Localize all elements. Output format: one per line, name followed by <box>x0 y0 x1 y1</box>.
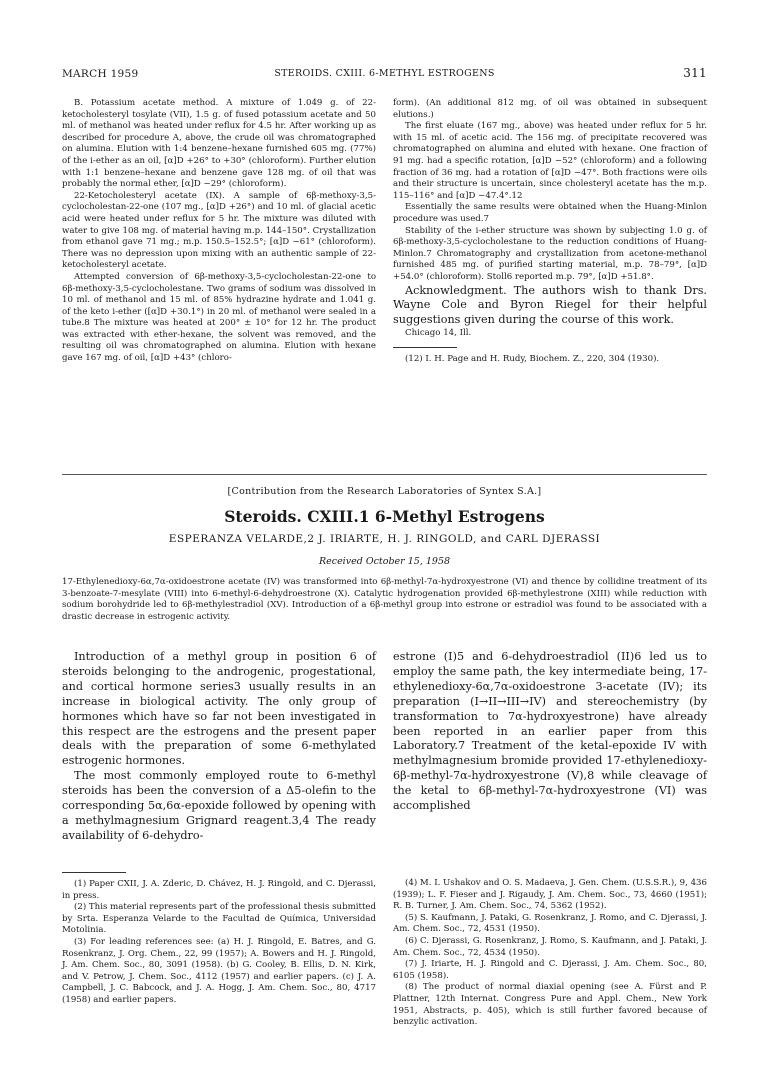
article-title: Steroids. CXIII.1 6-Methyl Estrogens <box>224 507 545 526</box>
footnotes-left <box>62 872 376 1007</box>
paragraph: Stability of the i-ether structure was shown by subjecting 1.0 g. of 6β-methoxy-3,5-cyclocholestane to the reduction conditions of Huang-Minlon.7 Chromatography and crystallization from acetone-methanol furnished 485 mg. of purified starting material, m.p. 78–79°, [α]D +54.0° (chloroform). Stoll6 reported m.p. 79°, [α]D +51.8°. <box>393 225 707 282</box>
article-authors: ESPERANZA VELARDE,2 J. IRIARTE, H. J. RINGOLD, and CARL DJERASSI <box>168 533 601 545</box>
affiliation-city: Chicago 14, Ill. <box>405 327 472 338</box>
header-title: STEROIDS. CXIII. 6-METHYL ESTROGENS <box>274 68 495 79</box>
intro-right-column <box>393 650 707 814</box>
footnotes-right <box>393 878 707 1029</box>
contribution-line: [Contribution from the Research Laboratories of Syntex S.A.] <box>227 486 542 497</box>
paragraph: The most commonly employed route to 6-methyl steroids has been the conversion of a Δ5-olefin to the corresponding 5α,6α-epoxide followed by opening with a methylmagnesium Grignard reagent.3,4 The ready availability of 6-dehydro- <box>62 769 376 842</box>
footnote-rule <box>62 872 126 873</box>
footnote: (5) S. Kaufmann, J. Pataki, G. Rosenkranz, J. Romo, and C. Djerassi, J. Am. Chem. Soc., 72, 4531 (1950). <box>393 912 707 935</box>
paragraph: Attempted conversion of 6β-methoxy-3,5-cyclocholestan-22-one to 6β-methoxy-3,5-cyclocholestane. Two grams of sodium was dissolved in 10 ml. of methanol and 15 ml. of 85% hydrazine hydrate and 1.041 g. of the keto i-ether ([α]D +30.1°) in 20 ml. of methanol were sealed in a tube.8 The mixture was heated at 200° ± 10° for 12 hr. The product was extracted with ether-hexane, the solvent was removed, and the resulting oil was chromatographed on alumina. Elution with hexane gave 167 mg. of oil, [α]D +43° (chloro- <box>62 271 376 364</box>
acknowledgment: Acknowledgment. The authors wish to thank Drs. Wayne Cole and Byron Riegel for their helpful suggestions given during the course of this work. <box>393 283 707 327</box>
received-date: Received October 15, 1958 <box>318 556 451 567</box>
experimental-right-column <box>393 98 707 366</box>
footnote: (8) The product of normal diaxial opening (see A. Fürst and P. Plattner, 12th Internat. Congress Pure and Appl. Chem., New York 1951, Abstracts, p. 405), which is still further favored because of benzylic activation. <box>393 982 707 1028</box>
running-header <box>62 68 707 84</box>
footnote: (6) C. Djerassi, G. Rosenkranz, J. Romo, S. Kaufmann, and J. Pataki, J. Am. Chem. Soc., 72, 4534 (1950). <box>393 935 707 958</box>
article-separator <box>62 474 707 475</box>
footnote-12: (12) I. H. Page and H. Rudy, Biochem. Z., 220, 304 (1930). <box>405 354 660 365</box>
paragraph: Introduction of a methyl group in position 6 of steroids belonging to the androgenic, progestational, and cortical hormone series3 usually results in an increase in biological activity. The only group of hormones which have so far not been investigated in this respect are the estrogens and the present paper deals with the preparation of some 6-methylated estrogenic hormones. <box>62 650 376 768</box>
footnote: (3) For leading references see: (a) H. J. Ringold, E. Batres, and G. Rosenkranz, J. Org. Chem., 22, 99 (1957); A. Bowers and H. J. Ringold, J. Am. Chem. Soc., 80, 3091 (1958). (b) G. Cooley, B. Ellis, D. N. Kirk, and V. Petrow, J. Chem. Soc., 4112 (1957) and earlier papers. (c) J. A. Campbell, J. C. Babcock, and J. A. Hogg, J. Am. Chem. Soc., 80, 4717 (1958) and earlier papers. <box>62 936 376 1005</box>
paragraph: 22-Ketocholesteryl acetate (IX). A sample of 6β-methoxy-3,5-cyclocholestan-22-one (107 mg., [α]D +26°) and 10 ml. of glacial acetic acid were heated under reflux for 5 hr. The mixture was diluted with water to give 108 mg. of material having m.p. 144–150°. Crystallization from ethanol gave 71 mg.; m.p. 150.5–152.5°; [α]D −61° (chloroform). There was no depression upon mixing with an authentic sample of 22-ketocholesteryl acetate. <box>62 190 376 271</box>
footnote: (4) M. I. Ushakov and O. S. Madaeva, J. Gen. Chem. (U.S.S.R.), 9, 436 (1939); L. F. Fieser and J. Rigaudy, J. Am. Chem. Soc., 73, 4660 (1951); R. B. Turner, J. Am. Chem. Soc., 74, 5362 (1952). <box>393 878 707 912</box>
paragraph: form). (An additional 812 mg. of oil was obtained in subsequent elutions.) <box>393 98 707 120</box>
footnote: (7) J. Iriarte, H. J. Ringold and C. Djerassi, J. Am. Chem. Soc., 80, 6105 (1958). <box>393 959 707 981</box>
page-number: 311 <box>683 66 707 80</box>
footnote: (1) Paper CXII, J. A. Zderic, D. Chávez, H. J. Ringold, and C. Djerassi, in press. <box>62 879 376 901</box>
paragraph: estrone (I)5 and 6-dehydroestradiol (II)6 led us to employ the same path, the key intermediate being, 17-ethylenedioxy-6α,7α-oxidoestrone 3-acetate (IV); its preparation (I→II→III→IV) and stereochemistry (by transformation to 7α-hydroxyestrone) have already been reported in an earlier paper from this Laboratory.7 Treatment of the ketal-epoxide IV with methylmagnesium bromide provided 17-ethylenedioxy-6β-methyl-7α-hydroxyestrone (V),8 while cleavage of the ketal to 6β-methyl-7α-hydroxyestrone (VI) was accomplished <box>393 650 707 813</box>
paragraph: Essentially the same results were obtained when the Huang-Minlon procedure was used.7 <box>393 202 707 224</box>
experimental-left-column <box>62 98 376 365</box>
paragraph: B. Potassium acetate method. A mixture of 1.049 g. of 22-ketocholesteryl tosylate (VII), 1.5 g. of fused potassium acetate and 50 ml. of methanol was heated under reflux for 4.5 hr. After working up as described for procedure A, above, the crude oil was chromatographed on alumina. Elution with 1:4 benzene–hexane furnished 605 mg. (77%) of the i-ether as an oil, [α]D +26° to +30° (chloroform). Further elution with 1:1 benzene–hexane and benzene gave 128 mg. of oil that was probably the normal ether, [α]D −29° (chloroform). <box>62 98 376 190</box>
header-date: MARCH 1959 <box>62 68 139 80</box>
intro-left-column <box>62 650 376 844</box>
footnote-rule <box>393 347 457 348</box>
footnote: (2) This material represents part of the professional thesis submitted by Srta. Esperanza Velarde to the Facultad de Química, Universidad Motolinia. <box>62 902 376 936</box>
paragraph: The first eluate (167 mg., above) was heated under reflux for 5 hr. with 15 ml. of acetic acid. The 156 mg. of precipitate recovered was chromatographed on alumina and eluted with hexane. One fraction of 91 mg. had a specific rotation, [α]D −52° (chloroform) and a following fraction of 36 mg. had a rotation of [α]D −47°. Both fractions were oils and their structure is uncertain, since cholesteryl acetate has the m.p. 115–116° and [α]D −47.4°.12 <box>393 121 707 201</box>
abstract: 17-Ethylenedioxy-6α,7α-oxidoestrone acetate (IV) was transformed into 6β-methyl-7α-hydroxyestrone (VI) and thence by collidine treatment of its 3-benzoate-7-mesylate (VIII) into 6-methyl-6-dehydroestrone (X). Catalytic hydrogenation provided 6β-methylestrone (XIII) while reduction with sodium borohydride led to 6β-methylestradiol (XV). Introduction of a 6β-methyl group into estrone or estradiol was found to be associated with a drastic decrease in estrogenic activity. <box>62 577 707 622</box>
